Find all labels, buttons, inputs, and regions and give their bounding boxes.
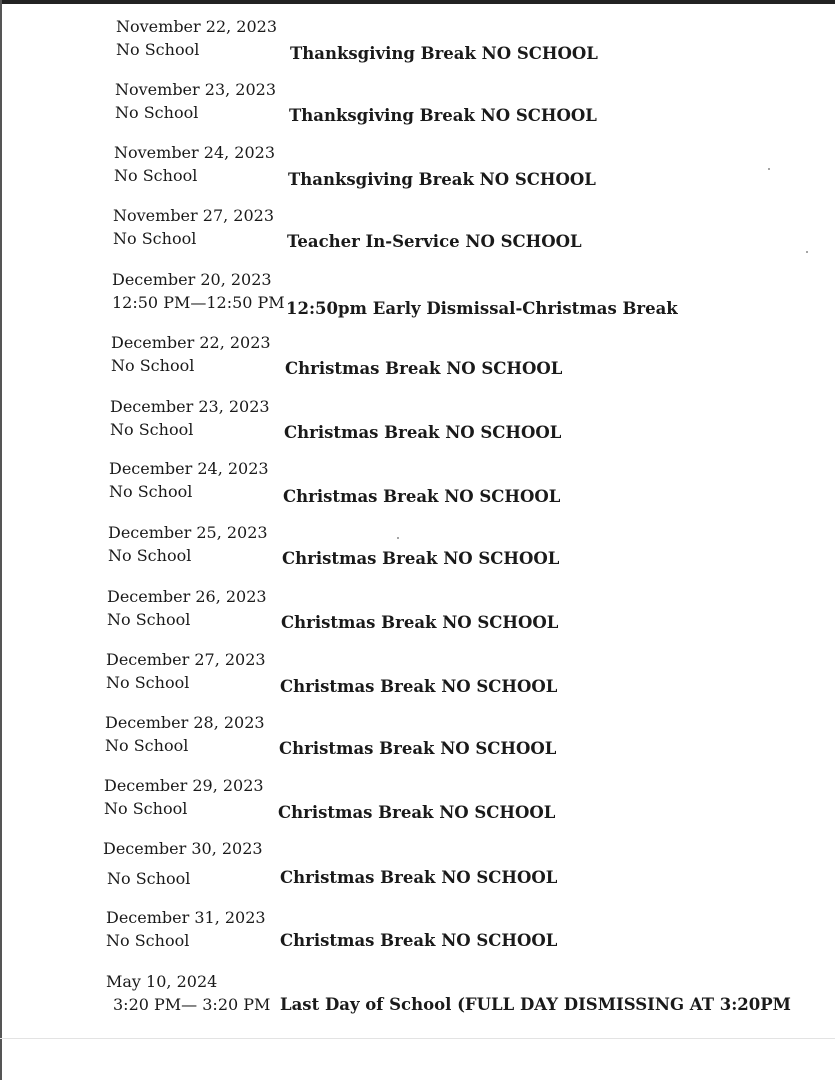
entry-date: December 23, 2023 [110,397,270,416]
entry-time: No School [113,229,197,248]
entry-time: No School [114,166,198,185]
entry-time: No School [111,356,195,375]
entry-date: December 26, 2023 [107,587,267,606]
entry-event: Christmas Break NO SCHOOL [279,739,557,758]
entry-event: Thanksgiving Break NO SCHOOL [290,44,598,63]
entry-time: No School [115,103,199,122]
entry-time: No School [109,482,193,501]
entry-time: No School [110,420,194,439]
entry-event: Christmas Break NO SCHOOL [281,613,559,632]
entry-date: December 29, 2023 [104,776,264,795]
scan-speck [768,168,770,170]
entry-date: December 22, 2023 [111,333,271,352]
entry-time: No School [108,546,192,565]
entry-event: Teacher In-Service NO SCHOOL [287,232,582,251]
entry-time: No School [106,673,190,692]
entry-event: Last Day of School (FULL DAY DISMISSING AT 3:20PM [280,995,791,1014]
entry-date: December 27, 2023 [106,650,266,669]
entry-time: 12:50 PM—12:50 PM [112,293,285,312]
entry-date: December 28, 2023 [105,713,265,732]
entry-event: Christmas Break NO SCHOOL [280,677,558,696]
entry-time: 3:20 PM— 3:20 PM [113,995,271,1014]
entry-date: December 30, 2023 [103,839,263,858]
entry-date: November 24, 2023 [114,143,276,162]
entry-event: Christmas Break NO SCHOOL [280,931,558,950]
scan-left-edge [0,0,2,1080]
entry-date: December 25, 2023 [108,523,268,542]
entry-event: Christmas Break NO SCHOOL [278,803,556,822]
entry-time: No School [106,931,190,950]
entry-time: No School [107,610,191,629]
entry-time: No School [105,736,189,755]
entry-date: December 31, 2023 [106,908,266,927]
entry-event: Christmas Break NO SCHOOL [285,359,563,378]
scan-bottom-line [0,1038,835,1039]
entry-event: 12:50pm Early Dismissal-Christmas Break [286,299,678,318]
entry-date: November 22, 2023 [116,17,278,36]
entry-date: December 20, 2023 [112,270,272,289]
entry-event: Christmas Break NO SCHOOL [282,549,560,568]
entry-event: Christmas Break NO SCHOOL [284,423,562,442]
entry-time: No School [116,40,200,59]
entry-date: May 10, 2024 [106,972,218,991]
entry-event: Christmas Break NO SCHOOL [280,868,558,887]
entry-event: Thanksgiving Break NO SCHOOL [289,106,597,125]
entry-event: Thanksgiving Break NO SCHOOL [288,170,596,189]
scan-speck [806,251,808,253]
scan-top-border [0,0,835,4]
scan-speck [397,537,399,539]
entry-date: November 27, 2023 [113,206,275,225]
entry-time: No School [107,869,191,888]
entry-date: November 23, 2023 [115,80,277,99]
entry-date: December 24, 2023 [109,459,269,478]
entry-event: Christmas Break NO SCHOOL [283,487,561,506]
entry-time: No School [104,799,188,818]
